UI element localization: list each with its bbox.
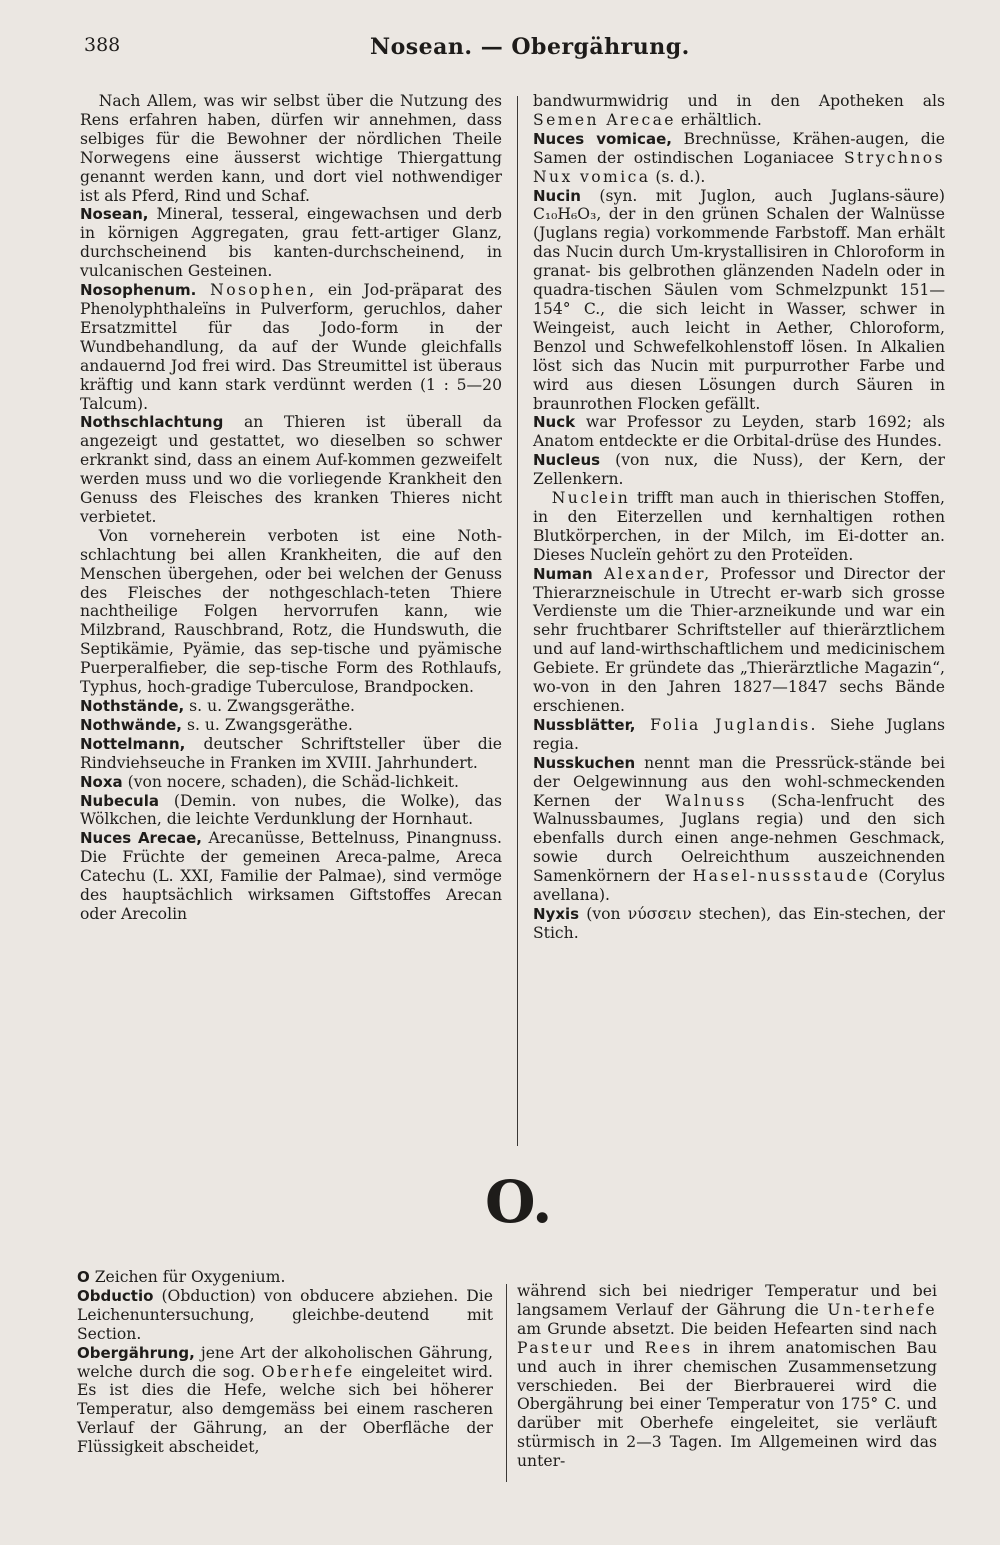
entry-nothwaende (80, 716, 502, 735)
entry-text: Professor und Director der Thierarzneischule in Utrecht er-warb sich grosse Verdienste um die Thier-arzneikunde und war ein sehr fruchtbarer Schriftsteller auf thierärztlichem und auf land-wirthschaftlichem und medicinischem Gebiete. Er gründete das „Thierärztliche Magazin“, wo-von in den Jahren 1827—1847 sechs Bände erschienen. (533, 564, 945, 715)
headword: Nothstände, (80, 697, 185, 715)
spaced-term: Oberhefe (261, 1362, 355, 1381)
entry-nothschlachtung (80, 413, 502, 526)
entry-text: (Corylus avellana). (533, 867, 945, 905)
entry-nubecula (80, 792, 502, 830)
entry-nothstaende (80, 697, 502, 716)
headword: O (77, 1268, 90, 1286)
entry-text: Zeichen für Oxygenium. (89, 1268, 286, 1286)
spaced-term: Semen Arecae (533, 110, 676, 129)
paragraph-nothschlachtung-2: Von vorneherein verboten ist eine Noth-schlachtung bei allen Krankheiten, die auf den Menschen übergehen, oder bei welchen der Genuss des Fleisches der nothgeschlach-teten Thiere nachtheilige Folgen hervorrufen kann, wie Milzbrand, Rauschbrand, Rotz, die Hundswuth, die Septikämie, Pyämie, das sep-tische und pyämische Puerperalfieber, die sep-tische Form des Rothlaufs, Typhus, hoch-gradige Tuberculose, Brandpocken. (80, 526, 502, 697)
entry-numan (533, 565, 945, 716)
entry-text: nennt man die Pressrück-stände bei der Oelgewinnung aus den wohl-schmeckenden Kernen der (533, 753, 945, 810)
headword: Nothwände, (80, 715, 182, 734)
entry-obergaehrung-continued (517, 1282, 937, 1471)
entry-text: war Professor zu Leyden, starb 1692; als Anatom entdeckte er die Orbital-drüse des Hundes. (533, 413, 945, 451)
headword: Nothschlachtung (80, 413, 224, 432)
column-right-top (533, 92, 945, 943)
entry-text: (Demin. von nubes, die Wolke), das Wölkchen, die leichte Verdunklung der Hornhaut. (80, 791, 502, 829)
entry-text: während sich bei niedriger Temperatur und bei langsamem Verlauf der Gährung die (517, 1282, 937, 1319)
headword: Numan (533, 564, 593, 583)
headword: Nosophenum. (80, 281, 197, 300)
entry-text: am Grunde absetzt. Die beiden Hefearten sind nach (517, 1319, 937, 1338)
column-right-bottom (517, 1282, 937, 1471)
entry-text: eingeleitet wird. Es ist dies die Hefe, welche sich bei höherer Temperatur, also demgemäss bei einem rascheren Verlauf der Gährung, an der Oberfläche der Flüssigkeit abscheidet, (77, 1362, 494, 1457)
page-number: 388 (84, 34, 121, 56)
entry-nuces-arecae-continued (533, 92, 945, 130)
entry-text: Mineral, tesseral, eingewachsen und derb in körnigen Aggregaten, grau fett-artiger Glanz, durchscheinend bis kanten-durchscheinend, in vulcanischen Gesteinen. (80, 205, 502, 281)
entry-text: jene Art der alkoholischen Gährung, welche durch die sog. (77, 1343, 493, 1381)
entry-text: (Obduction) von obducere abziehen. Die Leichenuntersuchung, gleichbe-deutend mit Section. (77, 1286, 493, 1343)
headword: Obergährung, (77, 1343, 195, 1362)
headword: Nucleus (533, 451, 601, 470)
headword: Nuck (533, 413, 576, 432)
headword: Nosean, (80, 205, 149, 224)
entry-obductio (77, 1287, 493, 1344)
headword: Nucin (533, 186, 581, 205)
column-left-bottom (77, 1268, 493, 1457)
entry-text: ein Jod-präparat des Phenolyphthaleïns in Pulverform, geruchlos, daher Ersatzmittel für das Jodo-form in der Wundbehandlung, da auf der Wunde gleichfalls andauernd Jod frei wird. Das Streumittel ist überaus kräftig und kann stark verdünnt werden (1 : 5—20 Talcum). (80, 281, 503, 413)
spaced-term: Folia Juglandis. (635, 715, 818, 734)
entry-nucleus (533, 451, 945, 489)
entry-nuces-vomicae (533, 130, 945, 187)
spaced-term: Pasteur (517, 1338, 594, 1357)
entry-text: deutscher Schriftsteller über die Rindviehseuche in Franken im XVIII. Jahrhundert. (80, 734, 502, 772)
entry-text: (Scha-lenfrucht des Walnussbaumes, Juglans regia) und den sich ebenfalls durch einen ange-nehmen Geschmack, sowie durch Oelreichthum auszeichnenden Samenkörnern der (533, 791, 946, 886)
entry-nosean (80, 205, 502, 281)
entry-nuces-arecae (80, 829, 502, 924)
headword: Nusskuchen (533, 753, 636, 772)
spaced-term: Walnuss (665, 791, 747, 810)
spaced-term: Nosophen, (196, 281, 317, 300)
entry-nucin (533, 187, 945, 414)
section-letter: O. (485, 1168, 553, 1236)
entry-obergaehrung (77, 1344, 493, 1457)
entry-text: (s. d.). (650, 167, 706, 186)
spaced-term: Hasel-nussstaude (692, 867, 871, 886)
column-rule-top (517, 96, 518, 1146)
entry-text: Siehe Juglans regia. (533, 715, 945, 753)
entry-noxa (80, 773, 502, 792)
spaced-term: Nuclein (551, 489, 631, 508)
column-rule-bottom (506, 1284, 507, 1482)
headword: Nubecula (80, 791, 159, 810)
entry-text: (von nocere, schaden), die Schäd-lichkeit. (122, 772, 460, 791)
headword: Nyxis (533, 904, 580, 923)
entry-text: Brechnüsse, Krähen-augen, die Samen der ostindischen Loganiacee (533, 129, 945, 167)
entry-text: bandwurmwidrig und in den Apotheken als (533, 92, 945, 110)
entry-text: erhältlich. (675, 110, 762, 129)
paragraph-rens: Nach Allem, was wir selbst über die Nutzung des Rens erfahren haben, dürfen wir annehmen, dass selbiges für die Bewohner der nördlichen Theile Norwegens eine äusserst wichtige Thiergattung genannt werden kann, und dort viel nothwendiger ist als Pferd, Rind und Schaf. (80, 92, 502, 205)
headword: Nuces Arecae, (80, 829, 203, 848)
entry-nosophenum (80, 281, 502, 413)
headword: Obductio (77, 1286, 154, 1305)
headword: Nottelmann, (80, 734, 186, 753)
entry-nottelmann (80, 735, 502, 773)
headword: Nussblätter, (533, 715, 636, 734)
entry-nussblaetter (533, 716, 945, 754)
spaced-term: Strychnos Nux vomica (533, 148, 945, 186)
spaced-term: Un-terhefe (827, 1300, 937, 1319)
entry-text: s. u. Zwangsgeräthe. (184, 697, 356, 715)
headword: Noxa (80, 772, 123, 791)
paragraph-nuclein (533, 489, 945, 565)
running-head: Nosean. — Obergährung. (370, 34, 690, 60)
spaced-term: Rees (644, 1338, 693, 1357)
entry-text: (von nux, die Nuss), der Kern, der Zellenkern. (533, 451, 945, 489)
entry-text: s. u. Zwangsgeräthe. (181, 715, 353, 734)
spaced-term: Alexander, (592, 564, 712, 583)
entry-text: trifft man auch in thierischen Stoffen, in den Eiterzellen und kernhaltigen rothen Blutkörperchen, in der Milch, im Ei-dotter an. Dieses Nucleïn gehört zu den Proteïden. (533, 489, 945, 564)
entry-text: (syn. mit Juglon, auch Juglans-säure) C₁₀H₆O₃, der in den grünen Schalen der Walnüsse (Juglans regia) vorkommende Farbstoff. Man erhält das Nucin durch Um-krystallisiren in Chloroform in granat- bis gelbrothen glänzenden Nadeln oder in quadra-tischen Säulen vom Schmelzpunkt 151—154° C., die sich leicht in Wasser, schwer in Weingeist, auch leicht in Aether, Chloroform, Benzol und Schwefelkohlenstoff lösen. In Alkalien löst sich das Nucin mit purpurrother Farbe und wird aus diesen Lösungen durch Säuren in braunrothen Flocken gefällt. (533, 186, 945, 413)
entry-text: (von νύσσειν stechen), das Ein-stechen, der Stich. (533, 904, 945, 942)
entry-o (77, 1268, 493, 1287)
entry-nyxis (533, 905, 945, 943)
entry-text: an Thieren ist überall da angezeigt und gestattet, wo dieselben so schwer erkrankt sind, dass an einem Auf-kommen gezweifelt werden muss und wo die vorliegende Krankheit den Genuss des Fleisches des kranken Thieres nicht verbietet. (80, 413, 502, 526)
entry-nusskuchen (533, 754, 945, 905)
entry-text: in ihrem anatomischen Bau und auch in ihrer chemischen Zusammensetzung verschieden. Bei der Bierbrauerei wird die Obergährung bei einer Temperatur von 175° C. und darüber mit Oberhefe eingeleitet, sie verläuft stürmisch in 2—3 Tagen. Im Allgemeinen wird das unter- (517, 1338, 937, 1471)
entry-nuck (533, 413, 945, 451)
column-left-top (80, 92, 502, 924)
entry-text: Arecanüsse, Bettelnuss, Pinangnuss. Die Früchte der gemeinen Areca-palme, Areca Catechu (L. XXI, Familie der Palmae), sind vermöge des hauptsächlich wirksamen Giftstoffes Arecan oder Arecolin (80, 829, 503, 923)
entry-text: und (593, 1338, 645, 1357)
headword: Nuces vomicae, (533, 129, 672, 148)
